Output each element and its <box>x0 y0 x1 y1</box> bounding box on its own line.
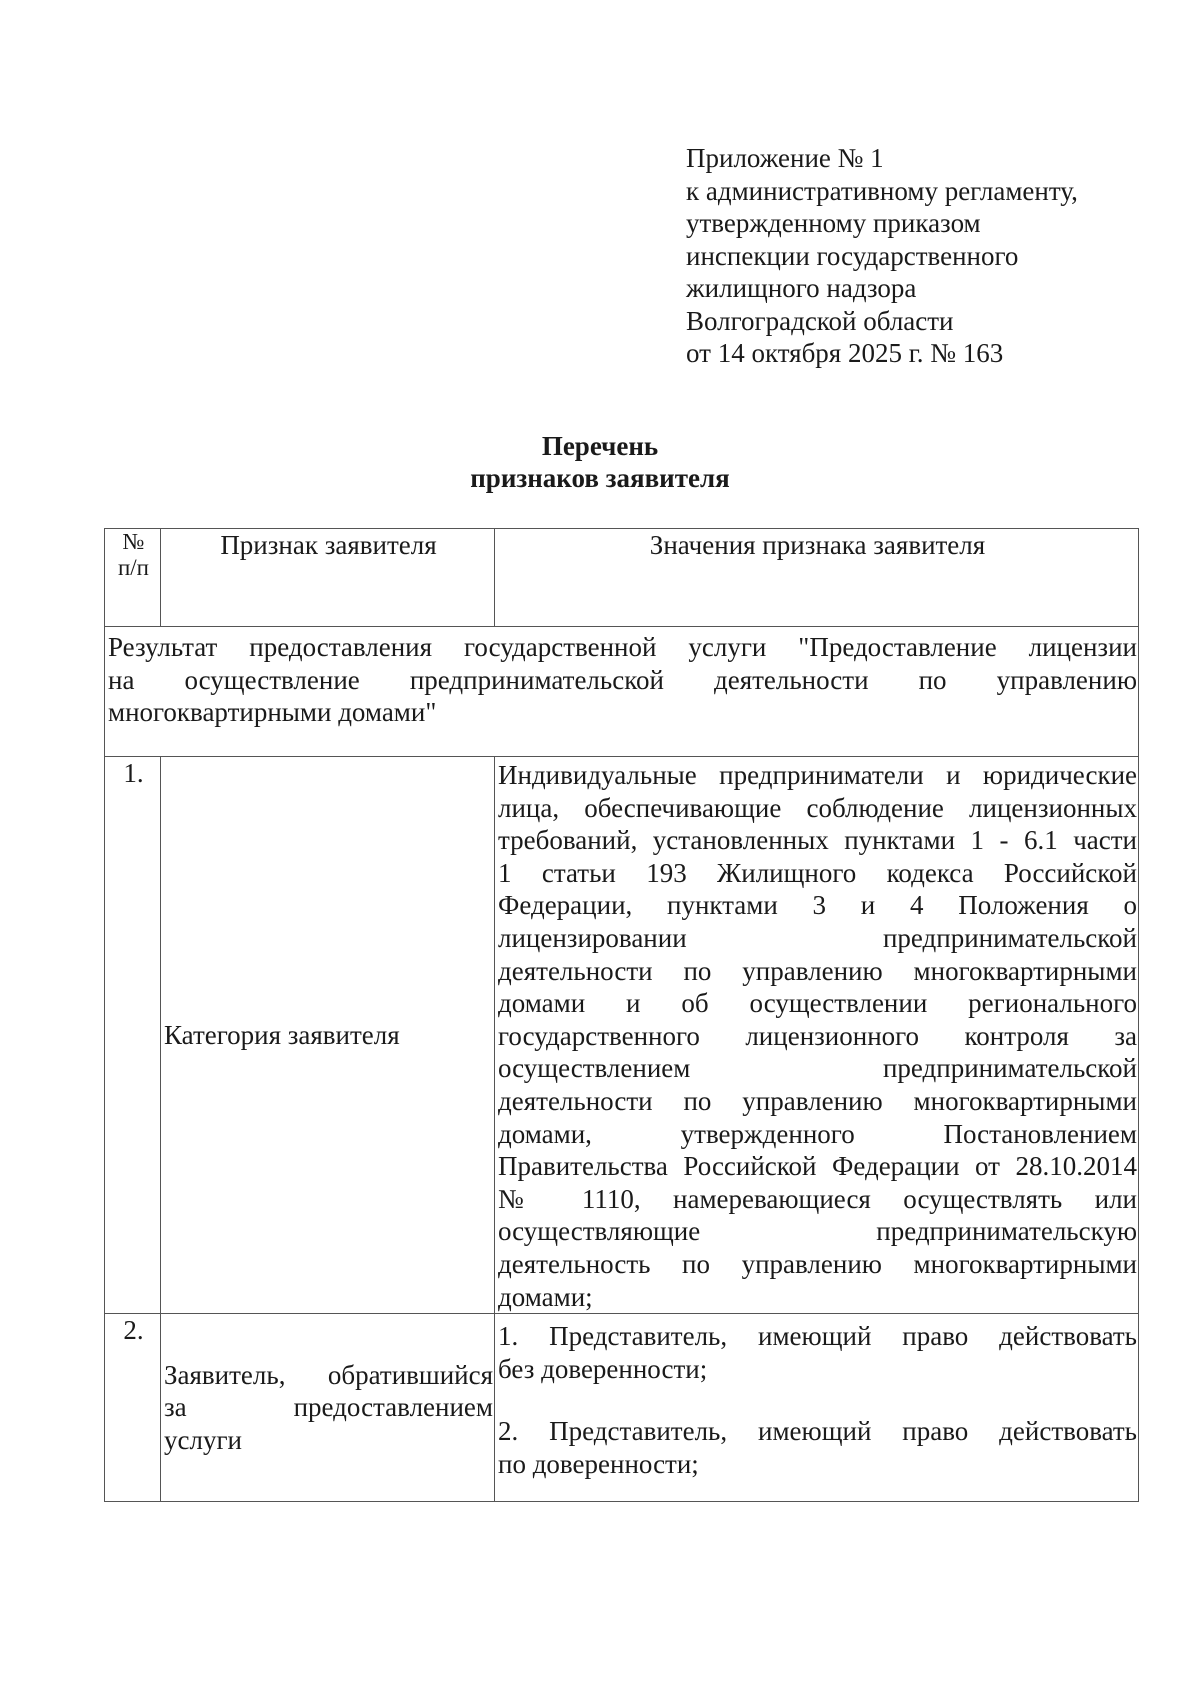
value-line: осуществляющие предпринимательскую <box>498 1216 1137 1247</box>
value-line: Индивидуальные предприниматели и юридические <box>498 760 1137 790</box>
row-feature: Категория заявителя <box>161 757 495 1314</box>
table-row <box>105 1314 1139 1502</box>
value-line: деятельности по управлению многоквартирными <box>498 1085 1137 1116</box>
table-row <box>105 757 1139 1314</box>
header-feature: Признак заявителя <box>161 529 495 627</box>
feature-line: Заявитель, обратившийся <box>164 1359 493 1390</box>
feature-line: за предоставлением <box>164 1392 493 1423</box>
row-values <box>495 1314 1139 1502</box>
value-line: требований, установленных пунктами 1 - 6.1 части <box>498 825 1137 856</box>
value-line: домами и об осуществлении регионального <box>498 988 1137 1019</box>
annex-line: жилищного надзора <box>686 273 917 303</box>
annex-line: от 14 октября 2025 г. № 163 <box>686 338 1004 368</box>
title-line-1: Перечень <box>541 431 659 461</box>
option-2-line: по доверенности; <box>498 1448 699 1479</box>
feature-line: услуги <box>164 1424 242 1455</box>
option-2-line: 2. Представитель, имеющий право действовать <box>498 1416 1137 1447</box>
row-number: 1. <box>105 757 161 1314</box>
result-line: на осуществление предпринимательской деятельности по управлению <box>108 664 1137 695</box>
value-line: № 1110, намеревающиеся осуществлять или <box>498 1183 1137 1214</box>
value-line: лицензировании предпринимательской <box>498 922 1137 953</box>
value-line: Правительства Российской Федерации от 28.10.2014 <box>498 1151 1137 1182</box>
annex-line: Волгоградской области <box>686 305 954 336</box>
result-line: Результат предоставления государственной услуги "Предоставление лицензии <box>108 632 1137 662</box>
header-number-line-2: п/п <box>117 555 149 580</box>
option-1-line: 1. Представитель, имеющий право действовать <box>498 1321 1137 1352</box>
value-line: осуществлением предпринимательской <box>498 1053 1137 1084</box>
row-feature <box>161 1314 495 1502</box>
applicant-features-table <box>104 528 1139 1502</box>
result-row <box>105 627 1139 757</box>
result-line: многоквартирными домами" <box>108 697 437 728</box>
table-header-row <box>105 529 1139 627</box>
row-number: 2. <box>105 1314 161 1502</box>
value-line: домами, утвержденного Постановлением <box>498 1118 1137 1149</box>
annex-reference <box>686 142 1126 370</box>
title-line-2: признаков заявителя <box>470 463 730 493</box>
annex-line: к административному регламенту, <box>686 175 1078 206</box>
row-values <box>495 757 1139 1314</box>
header-values: Значения признака заявителя <box>495 529 1139 627</box>
value-line: домами; <box>498 1281 593 1312</box>
value-line: 1 статьи 193 Жилищного кодекса Российской <box>498 857 1137 888</box>
value-line: Федерации, пунктами 3 и 4 Положения о <box>498 890 1137 921</box>
annex-line: Приложение № 1 <box>686 143 884 173</box>
value-line: деятельность по управлению многоквартирными <box>498 1248 1137 1279</box>
header-number <box>105 529 161 627</box>
value-line: государственного лицензионного контроля за <box>498 1020 1137 1051</box>
option-1-line: без доверенности; <box>498 1353 708 1384</box>
result-cell <box>105 627 1139 757</box>
value-line: деятельности по управлению многоквартирными <box>498 955 1137 986</box>
annex-line: утвержденному приказом <box>686 208 981 238</box>
value-line: лица, обеспечивающие соблюдение лицензионных <box>498 792 1137 823</box>
header-number-line-1: № <box>122 529 145 554</box>
document-title <box>0 430 1200 494</box>
annex-line: инспекции государственного <box>686 240 1019 271</box>
